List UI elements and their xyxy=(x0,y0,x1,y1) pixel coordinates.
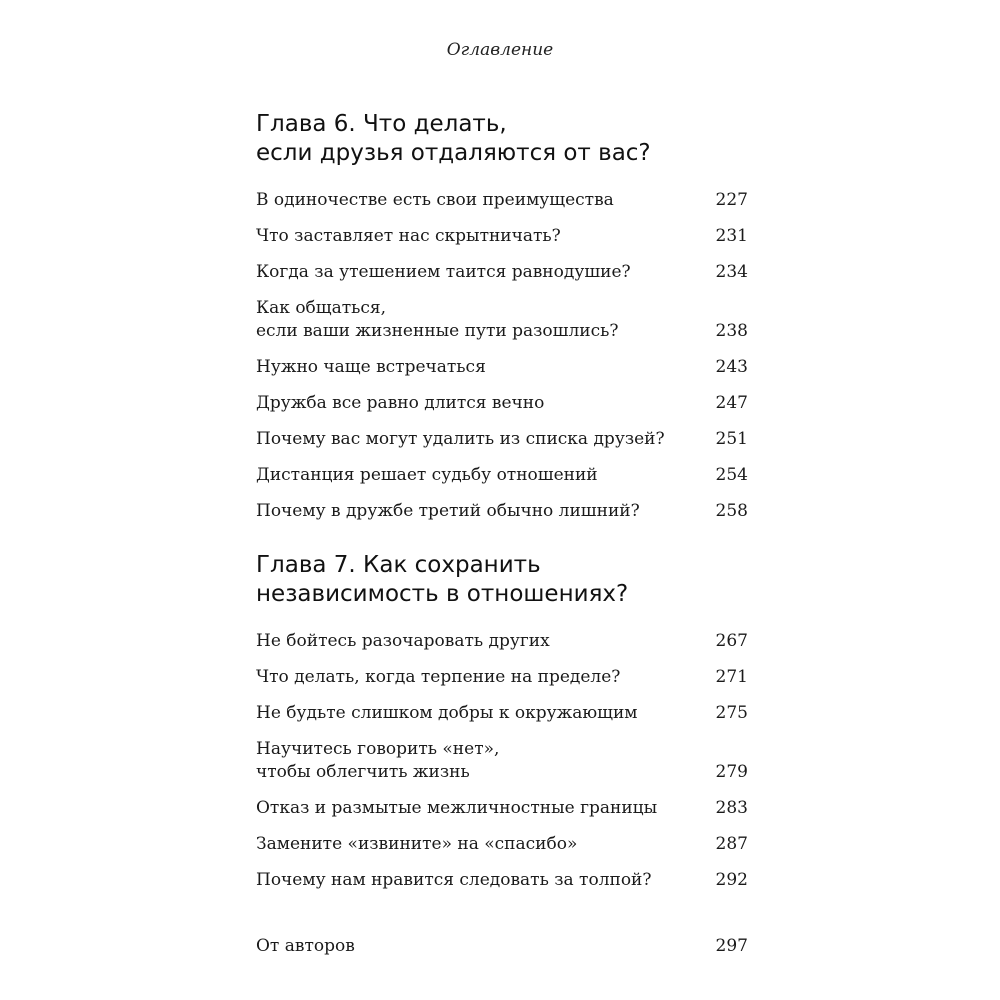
toc-entry xyxy=(256,702,748,725)
chapter-title xyxy=(256,110,748,168)
toc-entry-page: 287 xyxy=(715,834,748,854)
toc-entry xyxy=(256,297,748,343)
toc-entry-page: 279 xyxy=(715,762,748,782)
toc-entry-title xyxy=(256,189,614,212)
chapter-block xyxy=(256,551,748,892)
toc-entry-title xyxy=(256,297,618,343)
toc-entry-title xyxy=(256,428,665,451)
toc-entry-title-line: Отказ и размытые межличностные границы xyxy=(256,798,658,818)
toc-entry xyxy=(256,666,748,689)
toc-entry-title-line: Что заставляет нас скрытничать? xyxy=(256,226,561,246)
toc-entry-title xyxy=(256,356,486,379)
toc-entry xyxy=(256,392,748,415)
toc-entry-title xyxy=(256,464,598,487)
toc-entry xyxy=(256,797,748,820)
page-header: Оглавление xyxy=(446,40,554,60)
toc-entry xyxy=(256,869,748,892)
toc-entry xyxy=(256,356,748,379)
toc-entry-title-line: Как общаться, xyxy=(256,298,387,318)
toc-entry-title xyxy=(256,738,499,784)
toc-entry xyxy=(256,500,748,523)
toc-entry-title xyxy=(256,630,550,653)
toc-entry-title-line: Что делать, когда терпение на пределе? xyxy=(256,667,621,687)
toc-entry-title-line: Почему нам нравится следовать за толпой? xyxy=(256,870,652,890)
toc-entry-title xyxy=(256,702,638,725)
toc-entry-page: 247 xyxy=(715,393,748,413)
toc-entry-page: 267 xyxy=(715,631,748,651)
toc-entry xyxy=(256,261,748,284)
toc-entry xyxy=(256,464,748,487)
toc-entry-authors xyxy=(256,935,748,958)
toc-entry-page: 234 xyxy=(715,262,748,282)
toc-entry-title-line: Дружба все равно длится вечно xyxy=(256,393,545,413)
toc-entry-title xyxy=(256,392,544,415)
toc-entry-title xyxy=(256,797,657,820)
toc-entry-title xyxy=(256,261,631,284)
toc-entry-page: 258 xyxy=(715,501,748,521)
toc-entry-title xyxy=(256,833,577,856)
toc-entry-page: 283 xyxy=(715,798,748,818)
toc-entry-page: 231 xyxy=(715,226,748,246)
toc-entry-title-line: Почему в дружбе третий обычно лишний? xyxy=(256,501,640,521)
table-of-contents xyxy=(256,110,748,971)
toc-entry-title-line: если ваши жизненные пути разошлись? xyxy=(256,321,619,341)
toc-entry-title-line: чтобы облегчить жизнь xyxy=(256,762,470,782)
toc-entry-title-line: Когда за утешением таится равнодушие? xyxy=(256,262,631,282)
toc-entry-page: 254 xyxy=(715,465,748,485)
toc-entry-title xyxy=(256,869,652,892)
toc-entry xyxy=(256,189,748,212)
toc-entry-title-line: Нужно чаще встречаться xyxy=(256,357,486,377)
toc-entry-title-line: Почему вас могут удалить из списка друзей? xyxy=(256,429,665,449)
toc-entry-page: 292 xyxy=(715,870,748,890)
toc-entry xyxy=(256,428,748,451)
toc-entry-page: 297 xyxy=(715,936,748,956)
toc-entry xyxy=(256,630,748,653)
chapter-title xyxy=(256,551,748,609)
toc-entry-title xyxy=(256,666,620,689)
toc-entry-page: 227 xyxy=(715,190,748,210)
toc-entry-title-line: Замените «извините» на «спасибо» xyxy=(256,834,578,854)
toc-entry-title-line: Не бойтесь разочаровать других xyxy=(256,631,550,651)
toc-entry-title xyxy=(256,225,561,248)
toc-entry-title-line: Научитесь говорить «нет», xyxy=(256,739,500,759)
toc-entry xyxy=(256,225,748,248)
toc-entry-title: От авторов xyxy=(256,936,355,956)
toc-entry-title-line: В одиночестве есть свои преимущества xyxy=(256,190,614,210)
toc-entry-page: 271 xyxy=(715,667,748,687)
chapter-title-line: Глава 6. Что делать, xyxy=(256,111,507,137)
toc-entry-page: 238 xyxy=(715,321,748,341)
toc-entry-page: 243 xyxy=(715,357,748,377)
chapter-block xyxy=(256,110,748,523)
toc-entry xyxy=(256,738,748,784)
chapter-title-line: Глава 7. Как сохранить xyxy=(256,552,541,578)
toc-entry xyxy=(256,833,748,856)
chapters-container xyxy=(256,110,748,892)
toc-entry-title-line: Не будьте слишком добры к окружающим xyxy=(256,703,638,723)
toc-entry-title-line: Дистанция решает судьбу отношений xyxy=(256,465,598,485)
toc-entry-page: 251 xyxy=(715,429,748,449)
toc-entry-title xyxy=(256,500,640,523)
chapter-title-line: если друзья отдаляются от вас? xyxy=(256,140,651,166)
toc-entry-page: 275 xyxy=(715,703,748,723)
chapter-title-line: независимость в отношениях? xyxy=(256,581,629,607)
